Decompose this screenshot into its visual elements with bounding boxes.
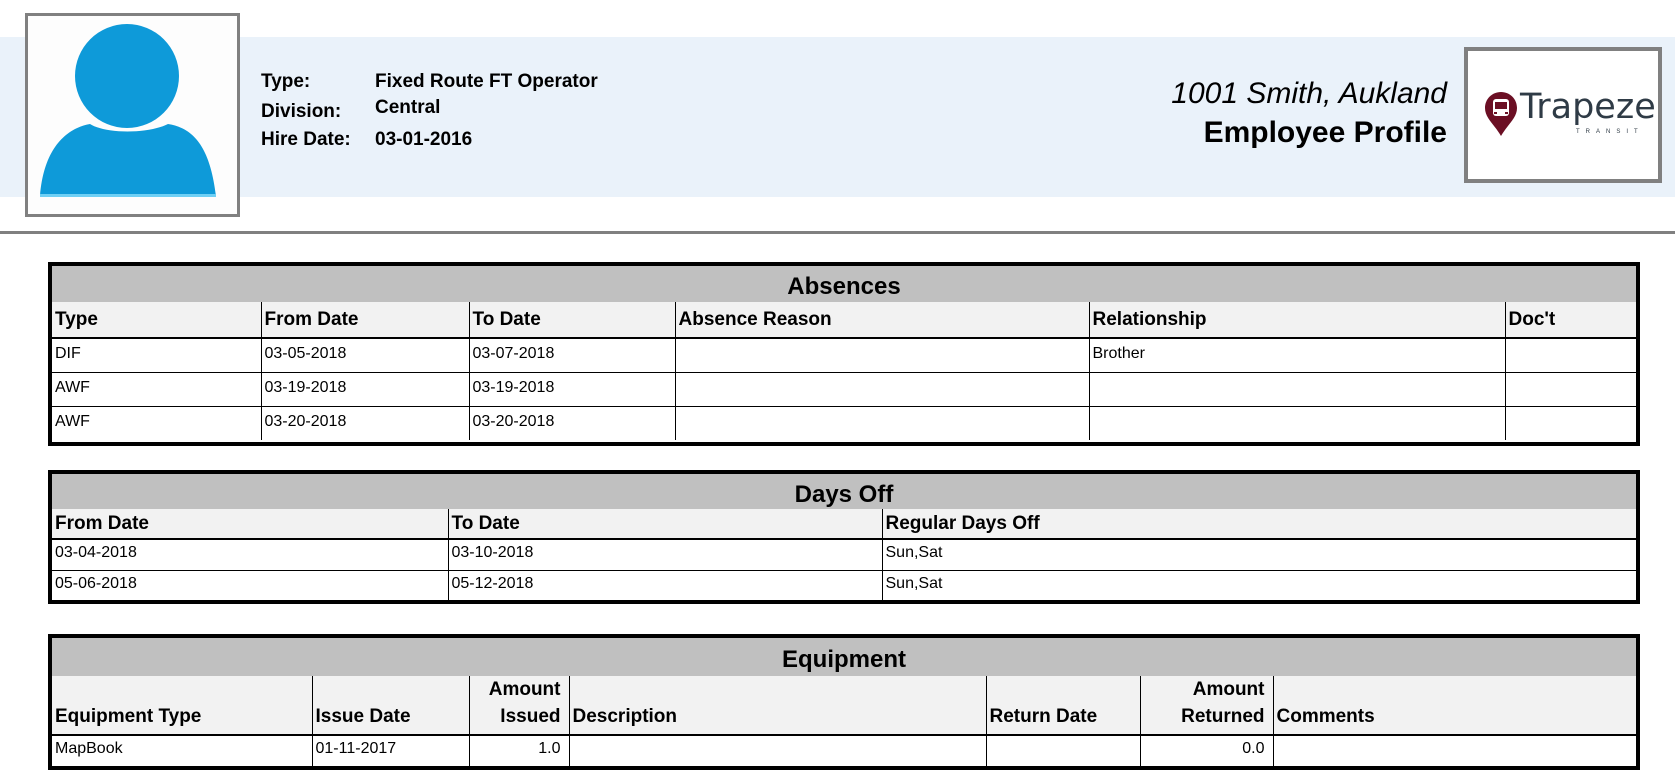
table-row	[52, 338, 1636, 372]
logo-wordmark: Trapeze	[1520, 87, 1656, 127]
info-label: Type:	[261, 71, 311, 92]
table-cell: 0.0	[1140, 735, 1273, 768]
table-cell: 01-11-2017	[312, 735, 469, 768]
column-header: Absence Reason	[675, 302, 1089, 338]
section-title: Equipment	[52, 638, 1636, 676]
column-header: From Date	[261, 302, 469, 338]
section-title: Days Off	[52, 474, 1636, 509]
table-cell: Sun,Sat	[882, 539, 1636, 570]
table-cell: 03-05-2018	[261, 338, 469, 372]
equipment-table	[52, 676, 1636, 768]
absences-section	[48, 262, 1640, 446]
table-cell: AWF	[52, 372, 261, 406]
table-cell: 03-04-2018	[55, 544, 137, 561]
column-header: Issue Date	[312, 676, 469, 735]
user-silhouette-icon	[28, 16, 237, 214]
table-row	[52, 735, 1636, 768]
logo-subtitle: TRANSIT	[1576, 129, 1644, 135]
info-value: Fixed Route FT Operator	[375, 71, 598, 92]
company-logo	[1464, 47, 1662, 183]
table-cell: 03-07-2018	[469, 338, 675, 372]
table-cell: 03-19-2018	[469, 372, 675, 406]
column-header: Amount Issued	[469, 676, 569, 735]
column-header: To Date	[469, 302, 675, 338]
table-cell: Brother	[1089, 338, 1505, 372]
table-cell	[675, 338, 1089, 372]
table-cell	[1273, 735, 1636, 768]
column-header: Comments	[1273, 676, 1636, 735]
header-divider	[0, 231, 1675, 234]
employee-location: 1001 Smith, Aukland	[1171, 77, 1447, 110]
table-cell: 1.0	[469, 735, 569, 768]
info-value: 03-01-2016	[375, 129, 473, 150]
table-header-row	[52, 676, 1636, 735]
days-off-section	[48, 470, 1640, 604]
equipment-section	[48, 634, 1640, 770]
info-label: Division:	[261, 101, 342, 122]
table-row	[52, 406, 1636, 440]
table-cell	[1505, 372, 1636, 406]
column-header: Doc't	[1505, 302, 1636, 338]
table-row	[52, 570, 1636, 601]
table-cell: Sun,Sat	[882, 570, 1636, 601]
bus-pin-icon	[1484, 91, 1518, 137]
table-cell	[569, 735, 986, 768]
days-off-table	[52, 509, 1636, 601]
table-cell: 03-20-2018	[261, 406, 469, 440]
table-cell: 05-06-2018	[52, 570, 448, 601]
table-row	[52, 372, 1636, 406]
table-cell: 05-12-2018	[448, 570, 882, 601]
column-header: To Date	[448, 509, 882, 539]
table-cell: MapBook	[55, 740, 123, 757]
column-header: Type	[52, 302, 261, 338]
table-cell	[1505, 338, 1636, 372]
table-cell	[675, 406, 1089, 440]
table-header-row	[52, 302, 1636, 338]
column-header: Amount Returned	[1140, 676, 1273, 735]
info-label: Hire Date:	[261, 129, 351, 150]
table-cell: AWF	[52, 406, 261, 440]
table-cell	[986, 735, 1140, 768]
column-header: Equipment Type	[52, 676, 312, 735]
column-header: Regular Days Off	[882, 509, 1636, 539]
table-cell	[675, 372, 1089, 406]
column-header: Relationship	[1089, 302, 1505, 338]
avatar	[25, 13, 240, 217]
info-value: Central	[375, 97, 441, 118]
page-title: Employee Profile	[1203, 116, 1447, 149]
table-cell: DIF	[55, 345, 81, 362]
column-header: Description	[569, 676, 986, 735]
table-cell: 03-10-2018	[448, 539, 882, 570]
table-cell	[1505, 406, 1636, 440]
table-row	[52, 539, 1636, 570]
table-cell	[1089, 372, 1505, 406]
table-cell: 03-20-2018	[469, 406, 675, 440]
table-cell: 03-19-2018	[261, 372, 469, 406]
table-cell	[1089, 406, 1505, 440]
page-title-block	[1171, 74, 1447, 152]
absences-table	[52, 302, 1636, 440]
column-header: Return Date	[986, 676, 1140, 735]
section-title: Absences	[52, 266, 1636, 302]
table-header-row	[52, 509, 1636, 539]
column-header: From Date	[52, 509, 448, 539]
